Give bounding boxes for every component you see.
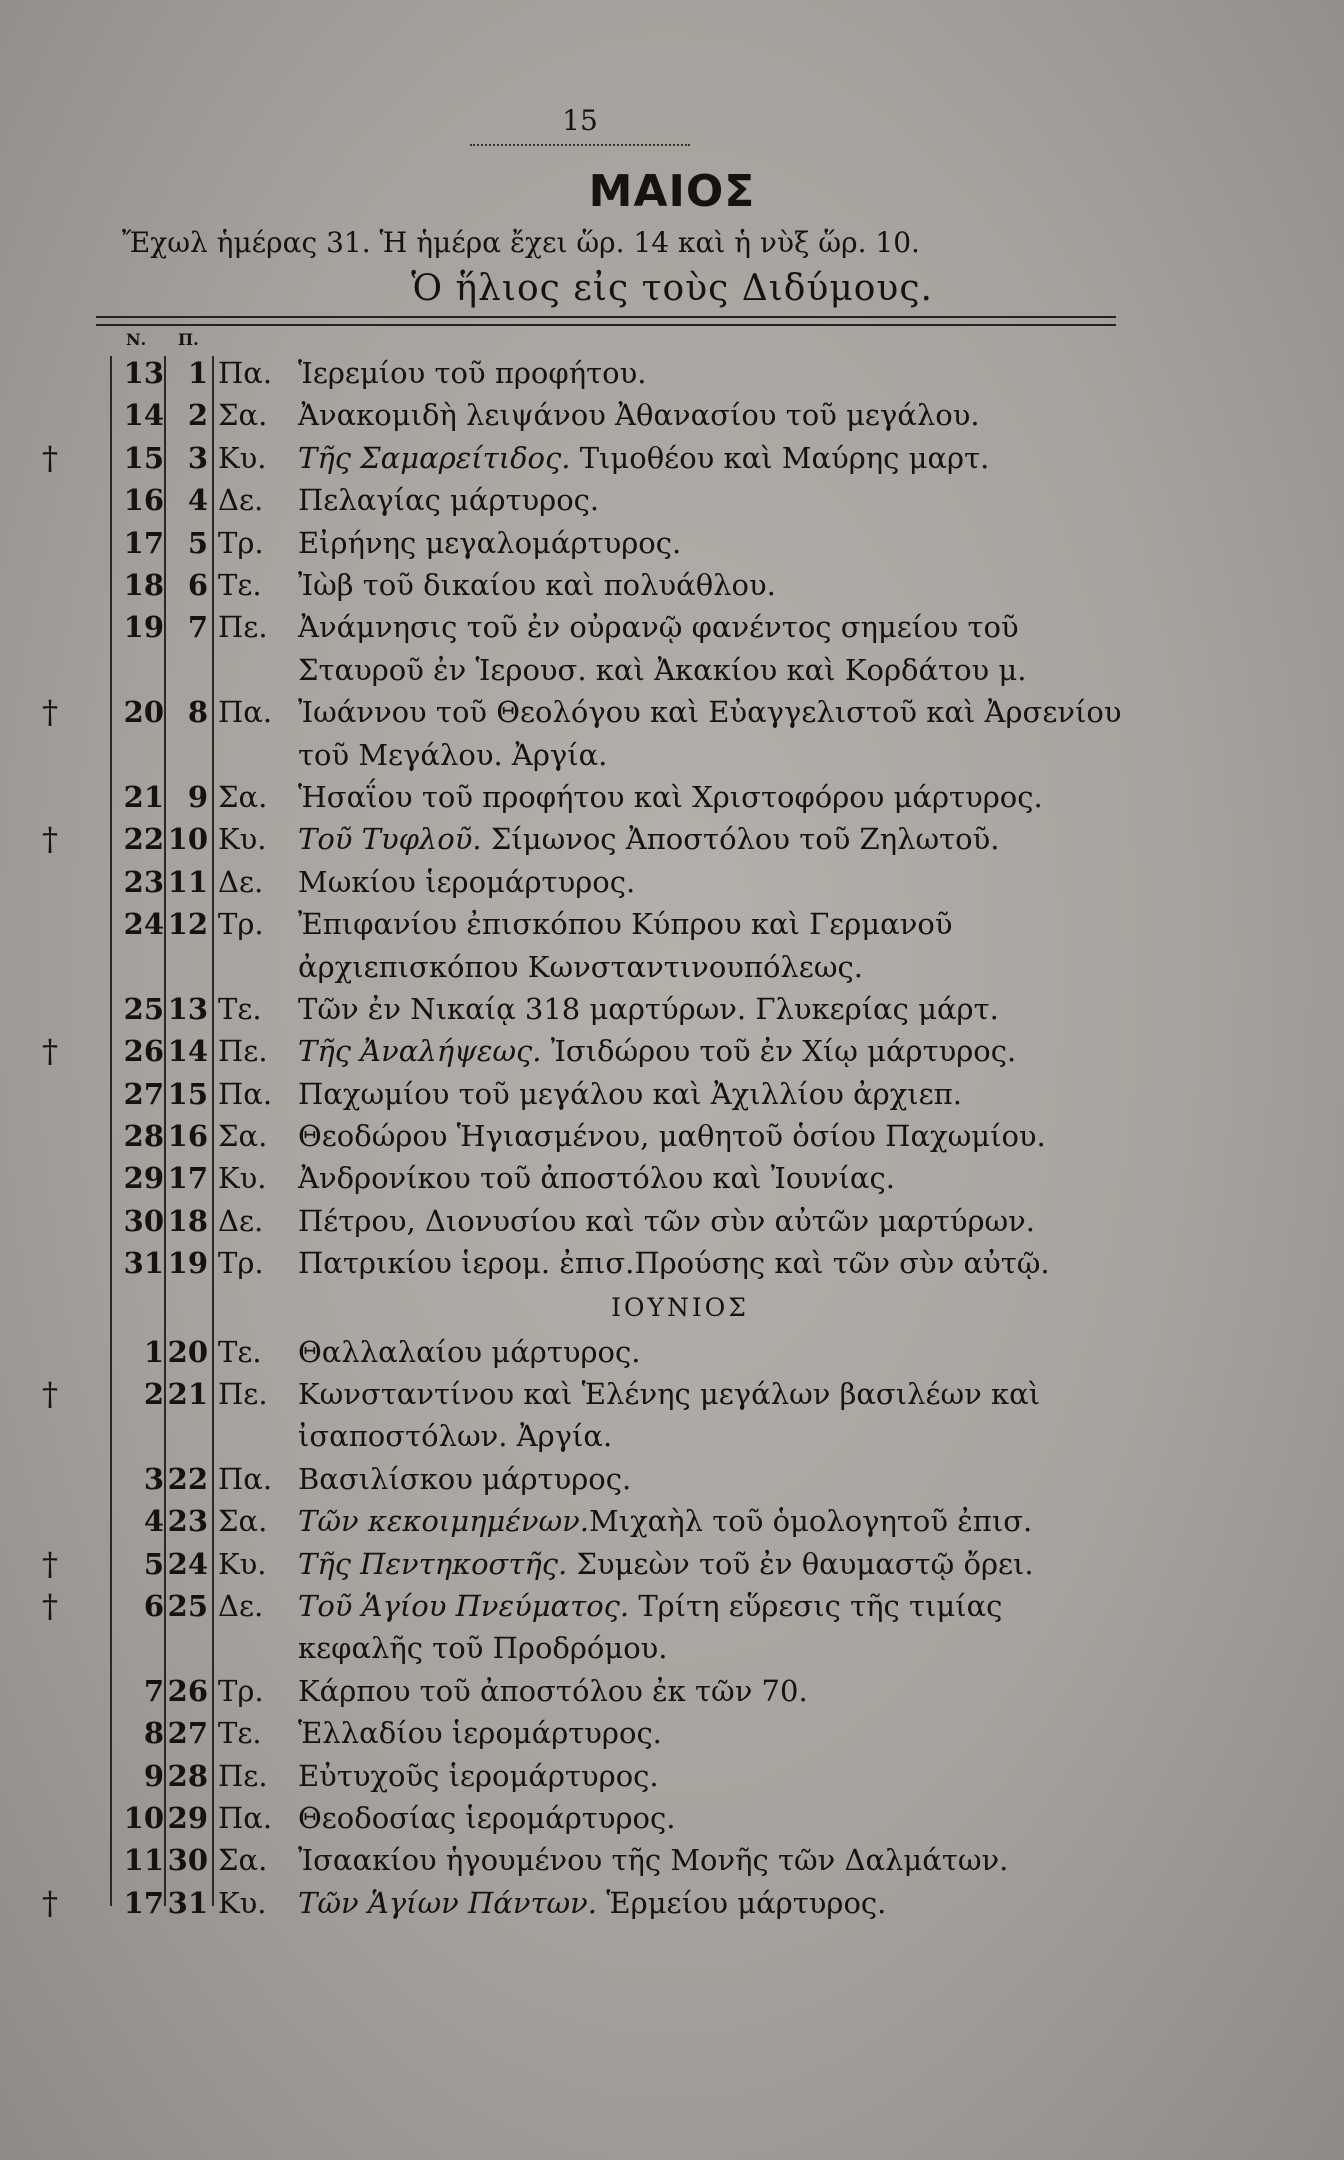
header-double-rule [96, 316, 1116, 326]
new-style-day: 7 [143, 1673, 164, 1708]
calendar-row [0, 564, 1344, 606]
feast-text [298, 1115, 1128, 1157]
feast-description: Ἀνάμνησις τοῦ ἐν οὐρανῷ φανέντος σημείου τοῦ Σταυροῦ ἐν Ἱερουσ. καὶ Ἀκακίου καὶ Κορδάτου μ. [298, 610, 1027, 687]
old-style-day: 25 [167, 1589, 208, 1623]
new-style-day: 27 [123, 1076, 164, 1111]
month-title: ΜΑΙΟΣ [588, 166, 756, 217]
old-style-day: 15 [167, 1076, 208, 1111]
new-style-day: 8 [143, 1716, 164, 1751]
feast-description: Πέτρου, Διονυσίου καὶ τῶν σὺν αὐτῶν μαρτύρων. [298, 1203, 1035, 1238]
feast-description: Κάρπου τοῦ ἀποστόλου ἐκ τῶν 70. [298, 1673, 808, 1708]
weekday: Τρ. [218, 525, 264, 560]
feast-text [298, 1797, 1128, 1839]
new-style-day: 13 [123, 356, 164, 390]
weekday: Δε. [218, 1203, 264, 1238]
old-style-day: 5 [187, 525, 208, 560]
old-style-day: 21 [167, 1377, 208, 1412]
feast-text [298, 522, 1128, 564]
old-style-day: 11 [167, 864, 208, 899]
feast-text [298, 1712, 1128, 1754]
cross-mark: † [42, 438, 58, 477]
feast-title-italic: Τοῦ Ἁγίου Πνεύματος. [298, 1589, 630, 1623]
new-style-day: 24 [123, 907, 164, 942]
weekday: Δε. [218, 864, 264, 899]
new-style-day: 2 [143, 1377, 164, 1412]
old-style-day: 30 [167, 1843, 208, 1878]
calendar-row [0, 1585, 1344, 1670]
feast-description: Ἡσαΐου τοῦ προφήτου καὶ Χριστοφόρου μάρτυρος. [298, 779, 1043, 814]
feast-description: Ἐπιφανίου ἐπισκόπου Κύπρου καὶ Γερμανοῦ ἀρχιεπισκόπου Κωνσταντινουπόλεως. [298, 907, 953, 984]
day-length-line: Ἔχωλ ἡμέρας 31. Ἡ ἡμέρα ἔχει ὥρ. 14 καὶ ἡ νὺξ ὥρ. 10. [122, 226, 920, 259]
calendar-row [0, 352, 1344, 394]
feast-text [298, 437, 1128, 479]
calendar-row [0, 437, 1344, 479]
feast-text [298, 776, 1128, 818]
new-style-day: 19 [123, 610, 164, 645]
feast-text [298, 1543, 1128, 1585]
feast-text [298, 1200, 1128, 1242]
calendar-row [0, 1500, 1344, 1542]
old-style-day: 26 [167, 1673, 208, 1708]
old-style-day: 22 [167, 1461, 208, 1496]
weekday: Κυ. [218, 440, 267, 475]
feast-text [298, 818, 1128, 860]
new-style-day: 30 [123, 1203, 164, 1238]
old-style-day: 14 [167, 1034, 208, 1069]
feast-title-italic: Τῶν Ἁγίων Πάντων. [298, 1885, 598, 1920]
weekday: Τε. [218, 1716, 262, 1751]
calendar-row [0, 776, 1344, 818]
feast-title-italic: Τῆς Σαμαρείτιδος. [298, 440, 571, 475]
feast-text [298, 1242, 1128, 1284]
weekday: Σα. [218, 1504, 268, 1539]
june-heading: ΙΟΥΝΙΟΣ [611, 1292, 749, 1322]
weekday: Κυ. [218, 822, 267, 857]
feast-title-italic: Τῶν κεκοιμημένων. [298, 1504, 590, 1539]
feast-text [298, 1073, 1128, 1115]
new-style-day: 28 [123, 1119, 164, 1154]
feast-description: Ἱερεμίου τοῦ προφήτου. [298, 356, 647, 390]
calendar-row [0, 1030, 1344, 1072]
feast-text [298, 1500, 1128, 1542]
old-style-day: 7 [187, 610, 208, 645]
calendar-row [0, 903, 1344, 988]
weekday: Τε. [218, 567, 262, 602]
feast-description: Θεοδώρου Ἡγιασμένου, μαθητοῦ ὁσίου Παχωμίου. [298, 1119, 1046, 1154]
cross-mark: † [42, 1032, 58, 1071]
new-style-day: 21 [123, 779, 164, 814]
weekday: Πα. [218, 1461, 273, 1496]
old-style-day: 4 [187, 483, 208, 518]
page-number: 15 [562, 104, 598, 137]
weekday: Τε. [218, 991, 262, 1026]
new-style-day: 26 [123, 1034, 164, 1069]
calendar-row [0, 861, 1344, 903]
new-style-day: 16 [123, 483, 164, 518]
weekday: Κυ. [218, 1885, 267, 1920]
feast-text [298, 606, 1128, 691]
feast-description: Τιμοθέου καὶ Μαύρης μαρτ. [570, 440, 990, 475]
old-style-day: 31 [167, 1885, 208, 1920]
new-style-day: 23 [123, 864, 164, 899]
old-style-day: 29 [167, 1800, 208, 1835]
weekday: Πε. [218, 1034, 268, 1069]
weekday: Σα. [218, 779, 268, 814]
old-style-day: 12 [167, 907, 208, 942]
calendar-row [0, 479, 1344, 521]
zodiac-line: Ὁ ἥλιος εἰς τοὺς Διδύμους. [411, 268, 933, 309]
calendar-row [0, 1670, 1344, 1712]
old-style-day: 1 [187, 356, 208, 390]
feast-description: Θεοδοσίας ἱερομάρτυρος. [298, 1800, 676, 1835]
new-style-day: 4 [143, 1504, 164, 1539]
feast-description: Πατρικίου ἱερομ. ἐπισ.Προύσης καὶ τῶν σὺν αὐτῷ. [298, 1246, 1050, 1281]
old-style-day: 8 [187, 695, 208, 730]
feast-description: Ἰσιδώρου τοῦ ἐν Χίῳ μάρτυρος. [541, 1034, 1017, 1069]
new-style-day: 18 [123, 567, 164, 602]
feast-description: Τρίτη εὕρεσις τῆς τιμίας κεφαλῆς τοῦ Προδρόμου. [298, 1589, 1003, 1666]
cross-mark: † [42, 1544, 58, 1583]
weekday: Κυ. [218, 1161, 267, 1196]
feast-text [298, 1157, 1128, 1199]
feast-text [298, 564, 1128, 606]
old-style-day: 13 [167, 991, 208, 1026]
weekday: Πα. [218, 695, 273, 730]
new-style-day: 25 [123, 991, 164, 1026]
cross-mark: † [42, 693, 58, 732]
old-style-day: 23 [167, 1504, 208, 1539]
feast-text [298, 1373, 1128, 1458]
feast-text [298, 1839, 1128, 1881]
weekday: Πα. [218, 1076, 273, 1111]
calendar-row [0, 1242, 1344, 1284]
new-style-day: 10 [123, 1800, 164, 1835]
feast-description: Ἀνδρονίκου τοῦ ἀποστόλου καὶ Ἰουνίας. [298, 1161, 895, 1196]
new-style-day: 1 [143, 1334, 164, 1369]
old-style-day: 19 [167, 1246, 208, 1281]
feast-description: Τῶν ἐν Νικαίᾳ 318 μαρτύρων. Γλυκερίας μάρτ. [298, 991, 999, 1026]
calendar-row [0, 1115, 1344, 1157]
new-style-day: 22 [123, 822, 164, 857]
weekday: Πα. [218, 1800, 273, 1835]
feast-description: Ἀνακομιδὴ λειψάνου Ἀθανασίου τοῦ μεγάλου. [298, 398, 980, 433]
feast-text [298, 352, 1128, 394]
old-style-day: 2 [187, 398, 208, 433]
old-style-day: 24 [167, 1546, 208, 1581]
column-header-old-style: Π. [178, 330, 199, 349]
feast-description: Ἰσαακίου ἡγουμένου τῆς Μονῆς τῶν Δαλμάτων. [298, 1843, 1009, 1878]
page-number-underline [470, 144, 690, 146]
calendar-row [0, 394, 1344, 436]
feast-description: Κωνσταντίνου καὶ Ἑλένης μεγάλων βασιλέων καὶ ἰσαποστόλων. Ἀργία. [298, 1377, 1041, 1454]
feast-text [298, 691, 1128, 776]
feast-description: Ἰωάννου τοῦ Θεολόγου καὶ Εὐαγγελιστοῦ καὶ Ἀρσενίου τοῦ Μεγάλου. Ἀργία. [298, 695, 1122, 772]
weekday: Σα. [218, 398, 268, 433]
feast-text [298, 1458, 1128, 1500]
feast-description: Συμεὼν τοῦ ἐν θαυμαστῷ ὄρει. [567, 1546, 1034, 1581]
feast-text [298, 1030, 1128, 1072]
calendar-row [0, 1458, 1344, 1500]
old-style-day: 18 [167, 1203, 208, 1238]
new-style-day: 5 [143, 1546, 164, 1581]
calendar-row [0, 988, 1344, 1030]
old-style-day: 28 [167, 1758, 208, 1793]
old-style-day: 10 [167, 822, 208, 857]
calendar-row [0, 818, 1344, 860]
new-style-day: 11 [123, 1843, 164, 1878]
calendar-row [0, 606, 1344, 691]
weekday: Τρ. [218, 907, 264, 942]
feast-description: Ἰὼβ τοῦ δικαίου καὶ πολυάθλου. [298, 567, 776, 602]
cross-mark: † [42, 820, 58, 859]
weekday: Τε. [218, 1334, 262, 1369]
new-style-day: 6 [143, 1589, 164, 1623]
feast-description: Εἰρήνης μεγαλομάρτυρος. [298, 525, 682, 560]
calendar-row [0, 1543, 1344, 1585]
feast-text [298, 988, 1128, 1030]
feast-text [298, 1882, 1128, 1924]
weekday: Πα. [218, 356, 273, 390]
calendar-row [0, 1839, 1344, 1881]
feast-description: Σίμωνος Ἀποστόλου τοῦ Ζηλωτοῦ. [481, 822, 1000, 857]
old-style-day: 16 [167, 1119, 208, 1154]
feast-title-italic: Τοῦ Τυφλοῦ. [298, 822, 482, 857]
feast-text [298, 903, 1128, 988]
feast-text [298, 861, 1128, 903]
weekday: Δε. [218, 483, 264, 518]
feast-text [298, 394, 1128, 436]
new-style-day: 29 [123, 1161, 164, 1196]
calendar-entries [0, 352, 1344, 1924]
calendar-row [0, 1797, 1344, 1839]
weekday: Τρ. [218, 1673, 264, 1708]
weekday: Πε. [218, 1377, 268, 1412]
weekday: Δε. [218, 1589, 264, 1623]
new-style-day: 17 [123, 1885, 164, 1920]
old-style-day: 27 [167, 1716, 208, 1751]
calendar-row [0, 1755, 1344, 1797]
feast-description: Ἑρμείου μάρτυρος. [597, 1885, 887, 1920]
cross-mark: † [42, 1587, 58, 1625]
feast-description: Εὐτυχοῦς ἱερομάρτυρος. [298, 1758, 659, 1793]
feast-description: Μωκίου ἱερομάρτυρος. [298, 864, 636, 899]
calendar-row [0, 1331, 1344, 1373]
column-headers [0, 330, 1344, 354]
old-style-day: 9 [187, 779, 208, 814]
feast-description: Μιχαὴλ τοῦ ὁμολογητοῦ ἐπισ. [589, 1504, 1033, 1539]
weekday: Σα. [218, 1843, 268, 1878]
weekday: Πε. [218, 1758, 268, 1793]
calendar-row [0, 691, 1344, 776]
calendar-row [0, 522, 1344, 564]
new-style-day: 15 [123, 440, 164, 475]
cross-mark: † [42, 1375, 58, 1414]
new-style-day: 20 [123, 695, 164, 730]
feast-description: Παχωμίου τοῦ μεγάλου καὶ Ἀχιλλίου ἀρχιεπ. [298, 1076, 962, 1111]
new-style-day: 17 [123, 525, 164, 560]
feast-title-italic: Τῆς Ἀναλήψεως. [298, 1034, 542, 1069]
feast-text [298, 1585, 1128, 1670]
new-style-day: 31 [123, 1246, 164, 1281]
old-style-day: 17 [167, 1161, 208, 1196]
weekday: Κυ. [218, 1546, 267, 1581]
old-style-day: 6 [187, 567, 208, 602]
weekday: Πε. [218, 610, 268, 645]
cross-mark: † [42, 1883, 58, 1922]
column-header-new-style: Ν. [126, 330, 147, 349]
feast-description: Πελαγίας μάρτυρος. [298, 483, 600, 518]
calendar-row [0, 1712, 1344, 1754]
new-style-day: 3 [143, 1461, 164, 1496]
new-style-day: 9 [143, 1758, 164, 1793]
feast-text [298, 1670, 1128, 1712]
feast-description: Θαλλαλαίου μάρτυρος. [298, 1334, 641, 1369]
old-style-day: 20 [167, 1334, 208, 1369]
calendar-row [0, 1157, 1344, 1199]
feast-title-italic: Τῆς Πεντηκοστῆς. [298, 1546, 568, 1581]
weekday: Τρ. [218, 1246, 264, 1281]
calendar-row [0, 1882, 1344, 1924]
feast-text [298, 479, 1128, 521]
calendar-row [0, 1373, 1344, 1458]
feast-description: Βασιλίσκου μάρτυρος. [298, 1461, 632, 1496]
new-style-day: 14 [123, 398, 164, 433]
calendar-row [0, 1073, 1344, 1115]
feast-text [298, 1331, 1128, 1373]
weekday: Σα. [218, 1119, 268, 1154]
old-style-day: 3 [187, 440, 208, 475]
feast-text [298, 1755, 1128, 1797]
calendar-row [0, 1200, 1344, 1242]
feast-description: Ἑλλαδίου ἱερομάρτυρος. [298, 1716, 662, 1751]
